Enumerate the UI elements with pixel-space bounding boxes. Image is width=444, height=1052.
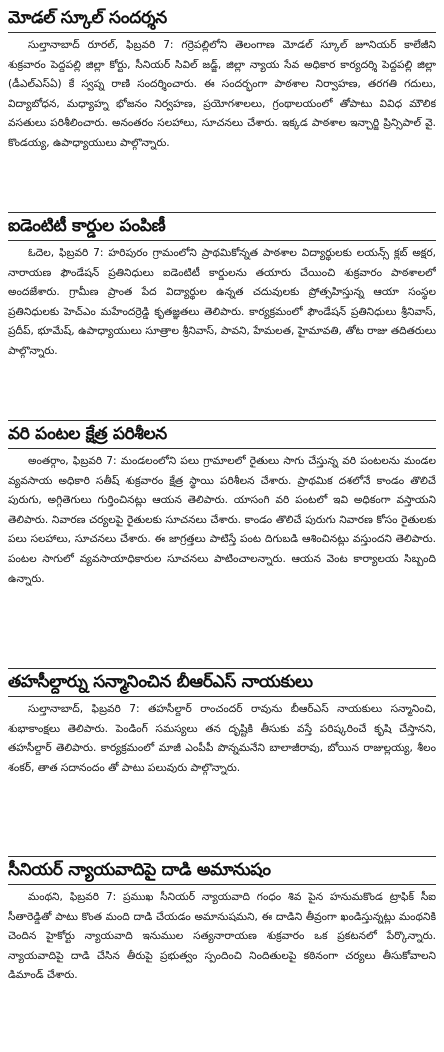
article-headline: మోడల్ స్కూల్ సందర్శన [8, 8, 167, 28]
article-separator [8, 856, 436, 857]
article-headline: తహసీల్దార్ను సన్మానించిన బీఆర్ఎస్ నాయకులు [8, 672, 313, 692]
article-body: అంతర్గాం, ఫిబ్రవరి 7: మండలంలోని పలు గ్రామాలలో రైతులు సాగు చేస్తున్న వరి పంటలను మండల వ్యవసాయ అధికారి సతీష్ శుక్రవారం క్షేత్ర స్థాయి పరిశీలన చేశారు. ప్రాథమిక దశలోనే కాండం తొలిచే పురుగు, అగ్గితెగులు గుర్తించినట్లు ఆయన తెలిపారు. యాసంగి వరి పంటలో ఇవి అధికంగా వస్తాయని తెలిపారు. నివారణ చర్యలపై రైతులకు సూచనలు చేశారు. కాండం తొలిచే పురుగు నివారణ కోసం రైతులకు పలు సలహాలు, సూచనలు చేశారు. ఈ జాగ్రత్తలు పాటిస్తే పంట దిగుబడి ఆశించినట్లు వస్తుందని తెలిపారు. పంటల సాగులో వ్యవసాయాధికారుల సూచనలు పాటించాలన్నారు. ఆయన వెంట కార్యాలయ సిబ్బంది ఉన్నారు. [8, 455, 436, 585]
headline-divider [8, 32, 436, 33]
headline-divider [8, 448, 436, 449]
article-body: మంథని, ఫిబ్రవరి 7: ప్రముఖ సీనియర్ న్యాయవాది గంధం శివ పైన హనుమకొండ ట్రాఫిక్ సీఐ సీతారెడ్డితో పాటు కొంత మంది దాడి చేయడం అమానుషమని, ఈ దాడిని తీవ్రంగా ఖండిస్తున్నట్లు మంథనికి చెందిన హైకోర్టు న్యాయవాది ఇనుముల సత్యనారాయణ శుక్రవారం ఒక ప్రకటనలో పేర్కొన్నారు. న్యాయవాదిపై దాడి చేసిన తీరుపై ప్రభుత్వం స్పందించి నిందితులపై కఠినంగా చర్యలు తీసుకోవాలని డిమాండ్ చేశారు. [8, 891, 436, 982]
article-separator [8, 668, 436, 669]
article-separator [8, 420, 436, 421]
headline-divider [8, 884, 436, 885]
article-body: సుల్తానాబాద్, ఫిబ్రవరి 7: తహసీల్దార్ రాంచందర్ రావును బీఆర్ఎస్ నాయకులు సన్మానించి, శుభాకాంక్షలు తెలిపారు. పెండింగ్ సమస్యలు తన దృష్టికి తీసుకు వస్తే పరిష్కరించే కృషి చేస్తానని, తహసీల్దార్ తెలిపారు. కార్యక్రమంలో మాజీ ఎంపీపీ పొన్నమనేని బాలాజీరావు, బోయిన రాజుల్లయ్య, శీలం శంకర్, తాత సదానందం తో పాటు పలువురు పాల్గొన్నారు. [8, 703, 436, 774]
article-headline: ఐడెంటిటీ కార్డుల పంపిణీ [8, 216, 166, 236]
article-model-school-visit [8, 6, 436, 212]
article-body: ఓదెల, ఫిబ్రవరి 7: హరిపురం గ్రామంలోని ప్రాథమికోన్నత పాఠశాల విద్యార్థులకు లయన్స్ క్లబ్ అక్షర, నారాయణ ఫౌండేషన్ ప్రతినిధులు ఐడెంటిటీ కార్డులను తయారు చేయించి శుక్రవారం పాఠశాలలో అందజేశారు. గ్రామీణ ప్రాంత పేద విద్యార్థుల ఉన్నత చదువులకు ప్రోత్సహిస్తున్న ఆయా సంస్థల ప్రతినిధులకు హెచ్ఎం మహేందర్రెడ్డి కృతజ్ఞతలు తెలిపారు. కార్యక్రమంలో ఫౌండేషన్ ప్రతినిధులు శ్రీనివాస్, ప్రదీప్, భూమేష్, ఉపాధ్యాయులు సూత్రాల శ్రీనివాస్, పావని, హేమలత, హైమావతి, తోట రాజు తదితరులు పాల్గొన్నారు. [8, 247, 436, 357]
article-advocate-attack [8, 858, 436, 1026]
headline-divider [8, 240, 436, 241]
article-body: సుల్తానాబాద్ రూరల్, ఫిబ్రవరి 7: గర్రెపల్లిలోని తెలంగాణ మోడల్ స్కూల్ జూనియర్ కాలేజీని శుక్రవారం పెద్దపల్లి జిల్లా కోర్టు, సీనియర్ సివిల్ జడ్జ్, జిల్లా న్యాయ సేవ అధికార కార్యదర్శి పెద్దపల్లి జిల్లా (డీఎల్ఎస్ఏ) కే స్వప్న రాణి సందర్శించారు. ఈ సందర్భంగా పాఠశాల నిర్వాహణ, తరగతి గదులు, విద్యాబోధన, మధ్యాహ్న భోజనం నిర్వహణ, ప్రయోగశాలలు, గ్రంథాలయంలో తోపాటు వివిధ మౌలిక వసతులు పరిశీలించారు. అనంతరం సలహాలు, సూచనలు చేశారు. ఇక్కడ పాఠశాల ఇన్చార్జి ప్రిన్సిపాల్ వై. కొండయ్య, ఉపాధ్యాయులు పాల్గొన్నారు. [8, 39, 436, 149]
article-id-cards-distribution [8, 214, 436, 420]
article-headline: సీనియర్ న్యాయవాదిపై దాడి అమానుషం [8, 860, 271, 880]
article-paddy-field-inspection [8, 422, 436, 668]
article-headline: వరి పంటల క్షేత్ర పరిశీలన [8, 424, 167, 444]
article-separator [8, 212, 436, 213]
article-tahsildar-felicitation [8, 670, 436, 856]
headline-divider [8, 696, 436, 697]
